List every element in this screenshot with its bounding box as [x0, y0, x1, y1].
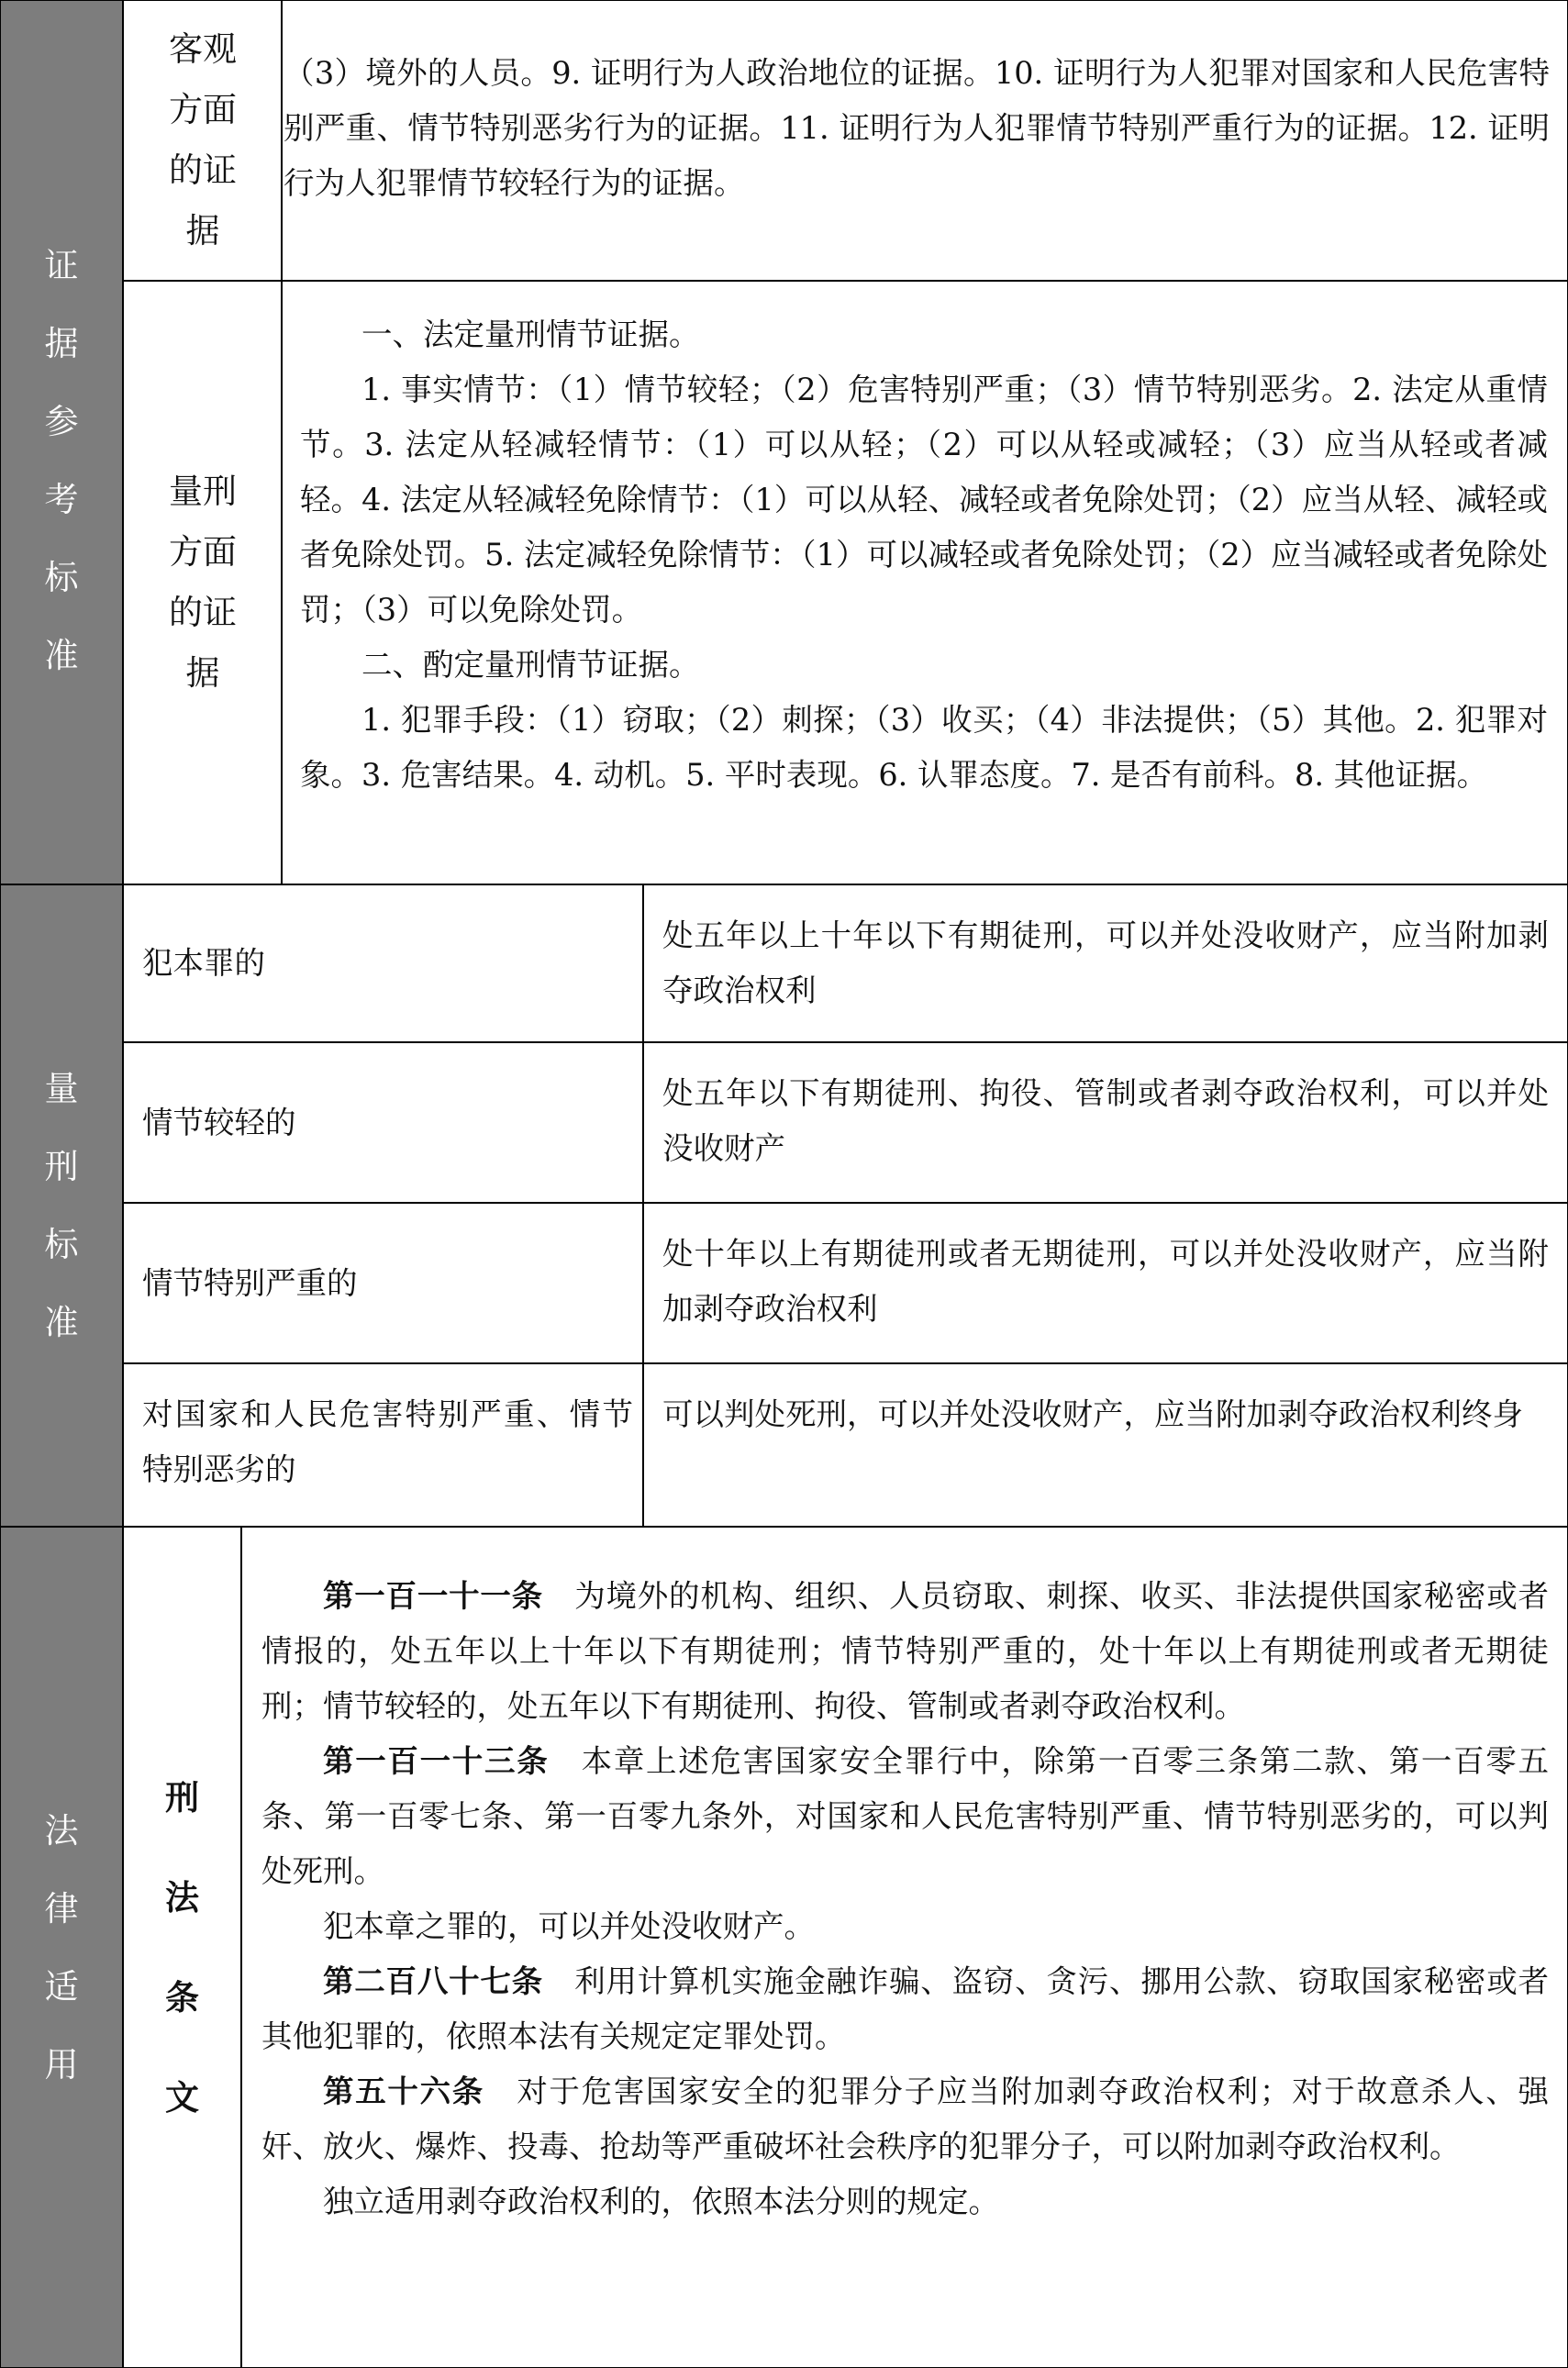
- sentencing-evidence-paragraph: 1. 事实情节：（1）情节较轻；（2）危害特别严重；（3）情节特别恶劣。2. 法定从重情节。3. 法定从轻减轻情节：（1）可以从轻；（2）可以从轻或减轻；（3）应当从轻或者减轻。4. 法定从轻减轻免除情节：（1）可以从轻、减轻或者免除处罚；（2）应当从轻、减轻或者免除处罚。5. 法定减轻免除情节：（1）可以减轻或者免除处罚；（2）应当减轻或者免除处罚；（3）可以免除处罚。: [300, 372, 1548, 628]
- section-title-char: 准: [44, 636, 79, 675]
- sentencing-row-penalty: 处五年以下有期徒刑、拘役、管制或者剥夺政治权利，可以并处没收财产: [662, 1075, 1549, 1166]
- section-sentencing-header: [1, 885, 124, 1526]
- divider: [642, 885, 644, 1526]
- criminal-law-label-char: 文: [165, 2076, 199, 2118]
- law-article-text: 独立适用剥夺政治权利的，依照本法分则的规定。: [323, 2184, 999, 2219]
- sentencing-row-penalty: 处五年以上十年以下有期徒刑，可以并处没收财产，应当附加剥夺政治权利: [662, 917, 1549, 1008]
- criminal-law-label: [124, 1528, 240, 2367]
- section-title-char: 准: [44, 1303, 79, 1342]
- law-article: [261, 2064, 1549, 2174]
- section-title-char: 用: [44, 2044, 79, 2085]
- sentencing-row-condition: 对国家和人民危害特别严重、情节特别恶劣的: [142, 1396, 633, 1487]
- objective-evidence-text-cell: [284, 46, 1550, 211]
- law-article-text: 本章上述危害国家安全罪行中，除第一百零三条第二款、第一百零五条、第一百零七条、第一百零九条外，对国家和人民危害特别严重、情节特别恶劣的，可以判处死刑。: [261, 1743, 1550, 1889]
- section-title-char: 考: [44, 480, 79, 519]
- law-article-text: 犯本章之罪的，可以并处没收财产。: [323, 1908, 815, 1944]
- law-article-text: 为境外的机构、组织、人员窃取、刺探、收买、非法提供国家秘密或者情报的，处五年以上十年以下有期徒刑；情节特别严重的，处十年以上有期徒刑或者无期徒刑；情节较轻的，处五年以下有期徒刑、拘役、管制或者剥夺政治权利。: [261, 1578, 1550, 1724]
- objective-evidence-label: 客观方面的证据: [169, 29, 237, 250]
- sentencing-evidence-text-cell: [300, 307, 1548, 803]
- sentencing-evidence-paragraph: 二、酌定量刑情节证据。: [361, 647, 700, 683]
- section-title-char: 律: [44, 1888, 79, 1929]
- section-title-char: 量: [44, 1069, 79, 1108]
- section-title-char: 法: [44, 1810, 79, 1851]
- law-article-title: 第一百一十一条: [323, 1578, 543, 1614]
- law-article-title: 第五十六条: [323, 2073, 485, 2109]
- law-article-title: 第一百一十三条: [323, 1743, 550, 1779]
- sentencing-row-condition: 情节特别严重的: [142, 1264, 358, 1301]
- criminal-law-label-char: 法: [165, 1876, 199, 1918]
- section-title-char: 参: [44, 402, 79, 441]
- law-article-text: 利用计算机实施金融诈骗、盗窃、贪污、挪用公款、窃取国家秘密或者其他犯罪的，依照本法有关规定定罪处罚。: [261, 1963, 1550, 2054]
- section-law-header: [1, 1528, 124, 2367]
- section-title-char: 标: [44, 1225, 79, 1264]
- divider: [124, 280, 1567, 282]
- divider: [240, 1528, 242, 2367]
- law-article-title: 第二百八十七条: [323, 1963, 543, 1999]
- sentencing-row-penalty: 可以判处死刑，可以并处没收财产，应当附加剥夺政治权利终身: [662, 1396, 1523, 1432]
- criminal-law-label-char: 刑: [165, 1776, 199, 1818]
- criminal-law-label-char: 条: [165, 1976, 199, 2018]
- law-article: [261, 2174, 1549, 2229]
- sentencing-row-penalty: 处十年以上有期徒刑或者无期徒刑，可以并处没收财产，应当附加剥夺政治权利: [662, 1236, 1549, 1327]
- sentencing-evidence-label: 量刑方面的证据: [169, 472, 237, 693]
- section-title-char: 证: [44, 246, 79, 285]
- sentencing-evidence-paragraph: 1. 犯罪手段：（1）窃取；（2）刺探；（3）收买；（4）非法提供；（5）其他。2. 犯罪对象。3. 危害结果。4. 动机。5. 平时表现。6. 认罪态度。7. 是否有前科。8. 其他证据。: [300, 702, 1548, 793]
- section-title-char: 刑: [44, 1147, 79, 1186]
- section-title-char: 据: [44, 324, 79, 363]
- law-article-text: 对于危害国家安全的犯罪分子应当附加剥夺政治权利；对于故意杀人、强奸、放火、爆炸、投毒、抢劫等严重破坏社会秩序的犯罪分子，可以附加剥夺政治权利。: [261, 2073, 1550, 2164]
- law-articles: [261, 1569, 1549, 2229]
- sentencing-row-condition: 犯本罪的: [142, 945, 265, 981]
- law-article: [261, 1734, 1549, 1899]
- divider: [124, 1362, 1567, 1364]
- section-title-char: 适: [44, 1966, 79, 2007]
- sentencing-row-condition: 情节较轻的: [142, 1104, 296, 1140]
- law-article: [261, 1954, 1549, 2064]
- sentencing-evidence-paragraph: 一、法定量刑情节证据。: [361, 317, 700, 352]
- section-title-char: 标: [44, 558, 79, 597]
- objective-evidence-text: （3）境外的人员。9. 证明行为人政治地位的证据。10. 证明行为人犯罪对国家和人民危害特别严重、情节特别恶劣行为的证据。11. 证明行为人犯罪情节特别严重行为的证据。12. 证明行为人犯罪情节较轻行为的证据。: [284, 55, 1550, 201]
- section-evidence-header: [1, 1, 124, 884]
- law-article: [261, 1899, 1549, 1954]
- law-article: [261, 1569, 1549, 1734]
